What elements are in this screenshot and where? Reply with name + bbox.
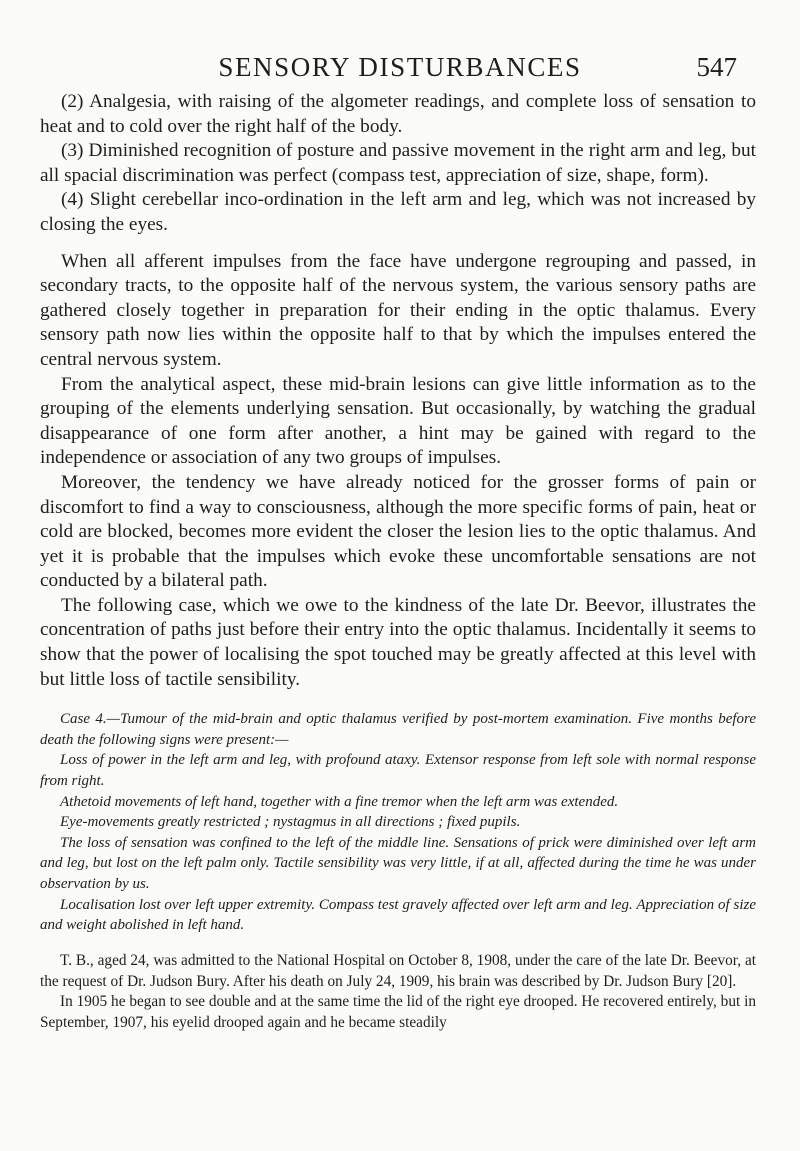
list-item-4: (4) Slight cerebellar inco-ordination in the left arm and leg, which was not increased by closing the eyes. xyxy=(40,189,756,235)
report-paragraph: In 1905 he began to see double and at the same time the lid of the right eye drooped. He recovered entirely, but in September, 1907, his eyelid drooped again and he became steadily xyxy=(40,993,756,1032)
case-sign: The loss of sensation was confined to the left of the middle line. Sensations of prick were diminished over left arm and leg, but lost on the left palm only. Tactile sensibility was very little, if at all, affected during the time he was under observation by us. xyxy=(40,834,756,892)
case-sign: Loss of power in the left arm and leg, with profound ataxy. Extensor response from left sole with normal response from right. xyxy=(40,752,756,790)
running-title: SENSORY DISTURBANCES xyxy=(218,52,582,82)
page-body xyxy=(40,90,756,1034)
report-paragraph: T. B., aged 24, was admitted to the National Hospital on October 8, 1908, under the care of the late Dr. Beevor, at the request of Dr. Judson Bury. After his death on July 24, 1909, his brain was described by Dr. Judson Bury [20]. xyxy=(40,951,756,990)
list-item-3: (3) Diminished recognition of posture and passive movement in the right arm and leg, but all spacial discrimination was perfect (compass test, appreciation of size, shape, form). xyxy=(40,140,756,186)
page-header xyxy=(0,52,800,84)
case-sign: Athetoid movements of left hand, together with a fine tremor when the left arm was extended. xyxy=(60,793,619,810)
body-paragraph: When all afferent impulses from the face have undergone regrouping and passed, in secondary tracts, to the opposite half of the nervous system, the various sensory paths are gathered closely together in preparation for their ending in the optic thalamus. Every sensory path now lies within the opposite half to that by which the impulses entered the central nervous system. xyxy=(40,250,756,370)
body-paragraph: The following case, which we owe to the kindness of the late Dr. Beevor, illustrates the concentration of paths just before their entry into the optic thalamus. Incidentally it seems to show that the power of localising the spot touched may be greatly affected at this level with but little loss of tactile sensibility. xyxy=(40,594,756,690)
case-sign: Localisation lost over left upper extremity. Compass test gravely affected over left arm and leg. Appreciation of size and weight abolished in left hand. xyxy=(40,896,756,934)
body-paragraph: From the analytical aspect, these mid-brain lesions can give little information as to the grouping of the elements underlying sensation. But occasionally, by watching the gradual disappearance of one form after another, a hint may be gained with regard to the independence or association of any two groups of impulses. xyxy=(40,373,756,469)
case-summary xyxy=(40,709,756,936)
case-sign: Eye-movements greatly restricted ; nystagmus in all directions ; fixed pupils. xyxy=(60,814,521,831)
case-report xyxy=(40,951,756,1034)
case-heading: Case 4.—Tumour of the mid-brain and optic thalamus verified by post-mortem examination. Five months before death the following signs were present:— xyxy=(40,711,756,748)
page-number: 547 xyxy=(696,52,737,82)
body-paragraph: Moreover, the tendency we have already noticed for the grosser forms of pain or discomfort to find a way to consciousness, although the more specific forms of pain, heat or cold are blocked, becomes more evident the closer the lesion lies to the optic thalamus. And yet it is probable that the impulses which evoke these uncomfortable sensations are not conducted by a bilateral path. xyxy=(40,471,756,592)
list-item-2: (2) Analgesia, with raising of the algometer readings, and complete loss of sensation to heat and to cold over the right half of the body. xyxy=(40,91,756,137)
